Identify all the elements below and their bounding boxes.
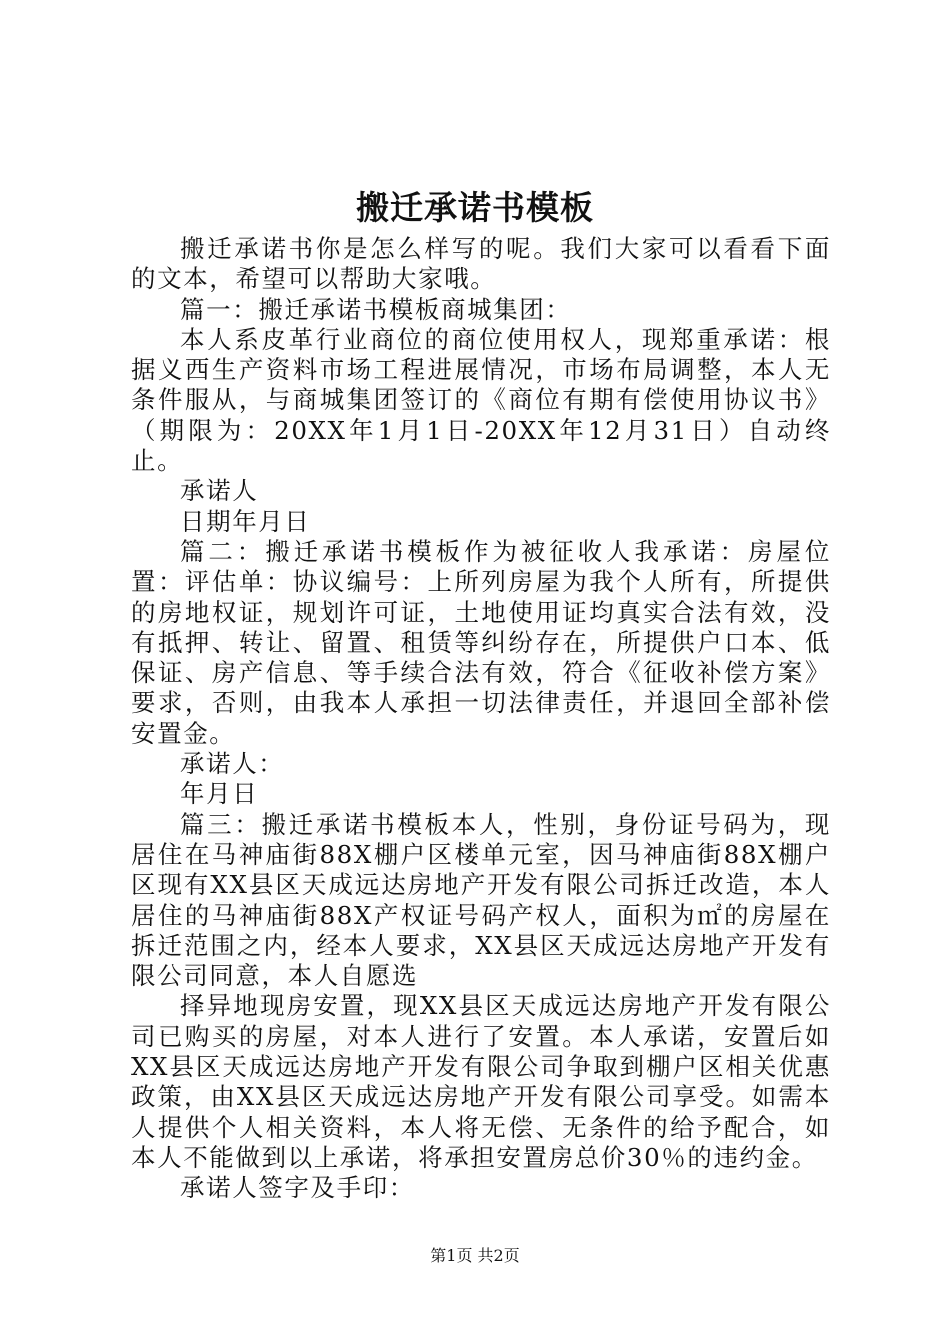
section-three-signature-line: 承诺人签字及手印： (180, 1173, 415, 1203)
intro-paragraph: 搬迁承诺书你是怎么样写的呢。我们大家可以看看下面的文本，希望可以帮助大家哦。 (131, 234, 831, 294)
document-body (131, 234, 831, 1204)
document-title: 搬迁承诺书模板 (356, 188, 594, 227)
section-one-signer: 承诺人 (180, 476, 259, 506)
section-three-paragraph: 篇三：搬迁承诺书模板本人，性别，身份证号码为，现居住在马神庙街88X棚户区楼单元室，因马神庙街88X棚户区现有XX县区天成远达房地产开发有限公司拆迁改造，本人居住的马神庙街88X产权证号码产权人，面积为㎡的房屋在拆迁范围之内，经本人要求，XX县区天成远达房地产开发有限公司同意，本人自愿选 (131, 809, 831, 991)
section-one-heading: 篇一：搬迁承诺书模板商城集团： (180, 294, 572, 324)
section-one-date: 日期年月日 (180, 506, 311, 536)
section-three-continued-paragraph: 择异地现房安置，现XX县区天成远达房地产开发有限公司已购买的房屋，对本人进行了安置。本人承诺，安置后如XX县区天成远达房地产开发有限公司争取到棚户区相关优惠政策，由XX县区天成远达房地产开发有限公司享受。如需本人提供个人相关资料，本人将无偿、无条件的给予配合，如本人不能做到以上承诺，将承担安置房总价30％的违约金。 (131, 991, 831, 1172)
page-number-footer: 第1页 共2页 (430, 1246, 520, 1265)
section-one-paragraph: 本人系皮革行业商位的商位使用权人，现郑重承诺：根据义西生产资料市场工程进展情况，市场布局调整，本人无条件服从，与商城集团签订的《商位有期有偿使用协议书》（期限为：20XX年1月1日-20XX年12月31日）自动终止。 (131, 324, 831, 476)
section-two-signer: 承诺人： (180, 749, 285, 779)
section-two-date: 年月日 (180, 779, 259, 809)
section-two-paragraph: 篇二：搬迁承诺书模板作为被征收人我承诺：房屋位置：评估单：协议编号：上所列房屋为我个人所有，所提供的房地权证，规划许可证，土地使用证均真实合法有效，没有抵押、转让、留置、租赁等纠纷存在，所提供户口本、低保证、房产信息、等手续合法有效，符合《征收补偿方案》要求，否则，由我本人承担一切法律责任，并退回全部补偿安置金。 (131, 536, 831, 748)
